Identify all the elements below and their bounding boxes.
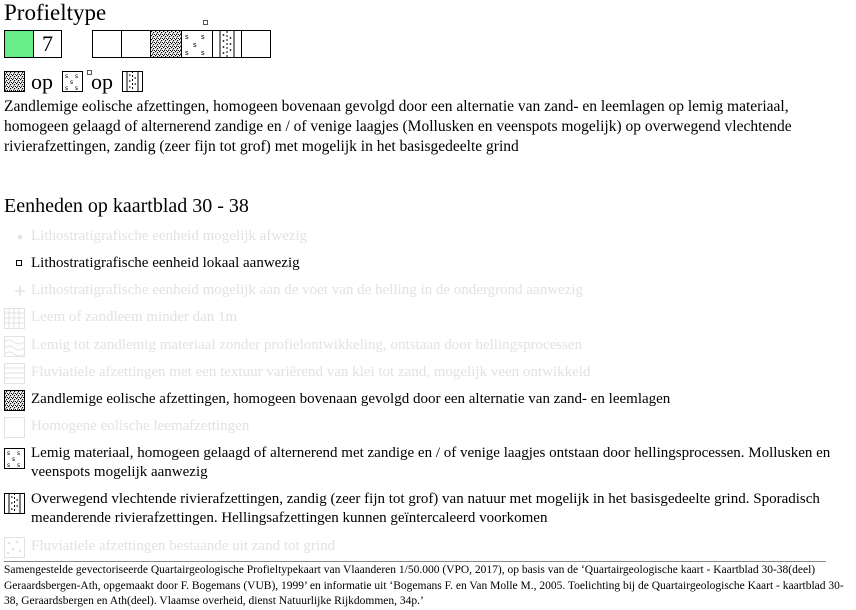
- line-pattern-icon: [4, 363, 26, 384]
- legend-label: Lithostratigrafische eenheid mogelijk afwezig: [31, 228, 308, 244]
- legend-label: Leem of zandleem minder dan 1m: [31, 309, 238, 325]
- legend-label: Lithostratigrafische eenheid mogelijk aan de voet van de helling in de ondergrond aanwezig: [31, 282, 584, 298]
- legend-label: Zandlemige eolische afzettingen, homogeen bovenaan gevolgd door een alternatie van zand- en leemlagen: [31, 391, 671, 407]
- svg-text:s: s: [12, 456, 16, 463]
- s-dots-pattern-icon: [181, 30, 213, 58]
- profile-column-empty-3: [241, 30, 271, 58]
- legend-label: Fluviatiele afzettingen met een textuur variërend van klei tot zand, mogelijk veen ontwikkeld: [31, 364, 591, 380]
- svg-text:s: s: [7, 462, 11, 469]
- wave-pattern-icon: [4, 336, 26, 357]
- profile-column-empty-1: [92, 30, 122, 58]
- s-dots-pattern-icon: [62, 71, 84, 92]
- legend-item: [4, 417, 854, 436]
- profile-code: 7: [33, 30, 62, 58]
- page-title: Profieltype: [4, 0, 107, 25]
- svg-text:s: s: [75, 85, 79, 92]
- svg-text:s: s: [201, 33, 205, 41]
- s-dots-pattern-icon: [4, 448, 26, 469]
- svg-text:s: s: [75, 73, 79, 80]
- legend-item: [4, 227, 854, 246]
- legend-item: [4, 308, 854, 327]
- stipple-pattern-icon: [4, 390, 26, 411]
- footer-divider: [4, 561, 826, 562]
- sequence-connector: op: [91, 69, 113, 94]
- svg-text:s: s: [185, 33, 189, 41]
- legend-label: Lemig materiaal, homogeen gelaagd of alternerend met zandige en / of venige laagjes ontstaan door hellingsprocessen. Mollusken en veenspots mogelijk aanwezig: [31, 445, 831, 480]
- svg-text:s: s: [193, 41, 197, 49]
- legend-item: [4, 281, 854, 300]
- svg-text:s: s: [17, 450, 21, 457]
- small-square-icon: [4, 254, 26, 273]
- legend-item: [4, 363, 854, 382]
- svg-text:s: s: [185, 49, 189, 57]
- legend-label: Lithostratigrafische eenheid lokaal aanwezig: [31, 255, 300, 271]
- grid-pattern-icon: [4, 308, 26, 329]
- units-heading: Eenheden op kaartblad 30 - 38: [4, 195, 249, 217]
- legend-label: Fluviatiele afzettingen bestaande uit zand tot grind: [31, 538, 336, 554]
- dotted-columns-pattern-icon: [4, 493, 26, 514]
- legend-label: Overwegend vlechtende rivierafzettingen, zandig (zeer fijn tot grof) van natuur met mogelijk in het basisgedeelte grind. Sporadisch meanderende rivierafzettingen. Hellingsafzettingen kunnen geïntercaleerd voorkomen: [31, 491, 820, 526]
- profile-color-swatch: [4, 30, 34, 58]
- stipple-pattern-icon: [150, 30, 182, 58]
- legend-item: [4, 336, 854, 355]
- small-square-icon: [203, 20, 208, 25]
- legend-item: [4, 490, 854, 528]
- svg-text:s: s: [17, 462, 21, 469]
- stipple-pattern-icon: [4, 71, 25, 92]
- profile-column-empty-2: [121, 30, 151, 58]
- svg-text:s: s: [70, 79, 74, 86]
- dot-icon: [4, 227, 26, 246]
- svg-text:s: s: [7, 450, 11, 457]
- legend-item: [4, 444, 854, 482]
- legend-item: [4, 390, 854, 409]
- svg-text:s: s: [65, 85, 69, 92]
- legend-label: Lemig tot zandlemig materiaal zonder profielontwikkeling, ontstaan door hellingsprocessen: [31, 337, 583, 353]
- profile-description: Zandlemige eolische afzettingen, homogeen bovenaan gevolgd door een alternatie van zand- en leemlagen op lemig materiaal, homogeen gelaagd of alternerend zandige en / of venige laagjes (Mollusken en veenspots mogelijk) op overwegend vlechtende rivierafzettingen, zandig (zeer fijn tot grof) met mogelijk in het basisgedeelte grind: [4, 98, 792, 155]
- gravel-pattern-icon: [4, 537, 26, 558]
- legend-item: [4, 254, 854, 273]
- sequence-connector: op: [31, 69, 53, 94]
- empty-square-icon: [4, 417, 26, 438]
- dotted-columns-pattern-icon: [212, 30, 242, 58]
- dotted-columns-pattern-icon: [122, 71, 143, 92]
- plus-icon: [4, 281, 26, 300]
- source-footnote: Samengestelde gevectoriseerde Quartairgeologische Profieltypekaart van Vlaanderen 1/50.000 (VPO, 2017), op basis van de ‘Quartairgeologische kaart - Kaartblad 30-38(deel) Geraardsbergen-Ath, opgemaakt door F. Bogemans (VUB), 1999’ en informatie uit ‘Bogemans F. en Van Molle M., 2005. Toelichting bij de Quartairgeologische Kaart - kaartblad 30-38, Geraardsbergen en Ath(deel). Vlaamse overheid, dienst Natuurlijke Rijkdommen, 34p.’: [4, 564, 844, 607]
- legend-label: Homogene eolische leemafzettingen: [31, 418, 250, 434]
- svg-text:s: s: [65, 73, 69, 80]
- legend-item: [4, 537, 854, 556]
- svg-text:s: s: [201, 49, 205, 57]
